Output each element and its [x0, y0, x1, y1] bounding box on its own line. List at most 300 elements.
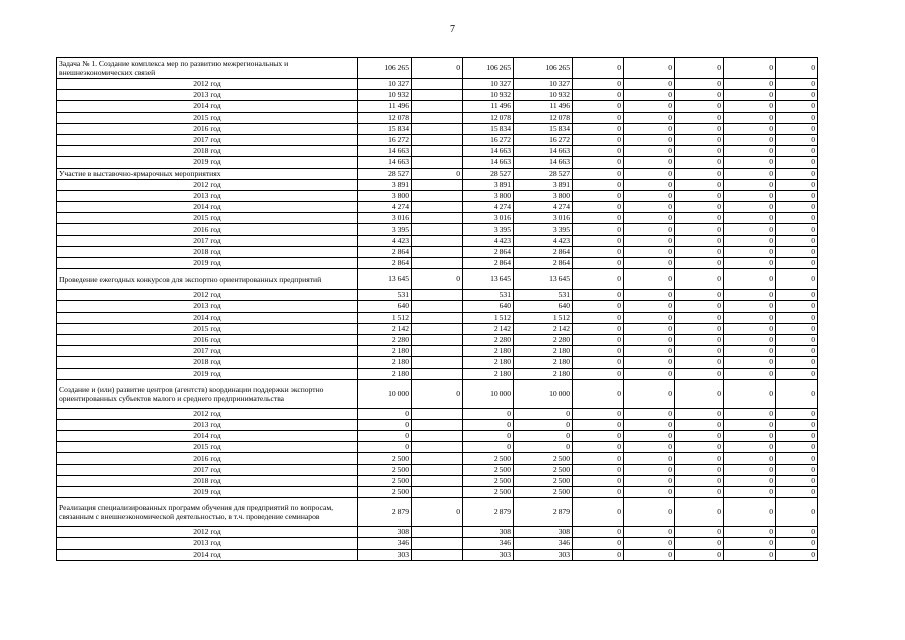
value-cell: 106 265	[463, 58, 514, 79]
value-cell: 0	[624, 258, 675, 269]
value-cell: 0	[724, 168, 776, 179]
year-label-cell: 2019 год	[57, 368, 358, 379]
value-cell: 15 834	[463, 123, 514, 134]
value-cell: 0	[776, 213, 818, 224]
value-cell: 14 663	[463, 146, 514, 157]
value-cell: 0	[724, 101, 776, 112]
value-cell: 0	[675, 134, 724, 145]
value-cell: 0	[724, 431, 776, 442]
value-cell: 2 142	[514, 323, 573, 334]
value-cell: 2 280	[463, 334, 514, 345]
value-cell: 0	[624, 368, 675, 379]
value-cell: 15 834	[514, 123, 573, 134]
value-cell: 0	[412, 58, 463, 79]
value-cell: 0	[776, 334, 818, 345]
value-cell	[412, 235, 463, 246]
year-row	[57, 527, 818, 538]
value-cell: 0	[675, 246, 724, 257]
year-row	[57, 453, 818, 464]
value-cell: 0	[675, 431, 724, 442]
value-cell: 0	[724, 453, 776, 464]
value-cell: 0	[724, 323, 776, 334]
value-cell: 531	[358, 290, 412, 301]
value-cell: 0	[675, 357, 724, 368]
value-cell: 0	[624, 112, 675, 123]
value-cell: 2 280	[514, 334, 573, 345]
value-cell: 0	[776, 442, 818, 453]
value-cell: 16 272	[358, 134, 412, 145]
value-cell: 0	[624, 202, 675, 213]
value-cell: 0	[573, 431, 624, 442]
year-label-cell: 2018 год	[57, 475, 358, 486]
year-row	[57, 79, 818, 90]
value-cell: 0	[675, 527, 724, 538]
value-cell: 2 500	[358, 487, 412, 498]
value-cell: 0	[776, 549, 818, 560]
value-cell: 16 272	[463, 134, 514, 145]
value-cell: 3 891	[358, 179, 412, 190]
value-cell: 2 180	[358, 357, 412, 368]
year-row	[57, 408, 818, 419]
value-cell: 0	[573, 487, 624, 498]
value-cell: 0	[573, 527, 624, 538]
value-cell: 0	[724, 90, 776, 101]
year-row	[57, 179, 818, 190]
value-cell: 0	[724, 538, 776, 549]
value-cell: 106 265	[514, 58, 573, 79]
value-cell: 28 527	[514, 168, 573, 179]
value-cell: 0	[776, 246, 818, 257]
value-cell: 0	[573, 123, 624, 134]
value-cell: 0	[724, 58, 776, 79]
value-cell: 3 016	[514, 213, 573, 224]
value-cell: 2 180	[463, 368, 514, 379]
value-cell	[412, 357, 463, 368]
value-cell	[412, 190, 463, 201]
value-cell: 106 265	[358, 58, 412, 79]
value-cell: 0	[776, 123, 818, 134]
value-cell: 0	[776, 146, 818, 157]
value-cell: 0	[724, 549, 776, 560]
value-cell: 0	[724, 290, 776, 301]
value-cell: 10 000	[514, 379, 573, 408]
value-cell: 0	[573, 90, 624, 101]
value-cell: 10 327	[358, 79, 412, 90]
value-cell: 0	[675, 202, 724, 213]
year-row	[57, 101, 818, 112]
year-label-cell: 2013 год	[57, 90, 358, 101]
year-row	[57, 246, 818, 257]
year-label-cell: 2015 год	[57, 112, 358, 123]
year-row	[57, 190, 818, 201]
value-cell	[412, 157, 463, 168]
value-cell: 0	[776, 134, 818, 145]
task-row	[57, 379, 818, 408]
value-cell: 0	[776, 379, 818, 408]
value-cell: 3 800	[463, 190, 514, 201]
value-cell	[412, 290, 463, 301]
value-cell	[412, 487, 463, 498]
value-cell	[412, 101, 463, 112]
value-cell: 346	[514, 538, 573, 549]
value-cell: 0	[624, 179, 675, 190]
value-cell: 12 078	[358, 112, 412, 123]
value-cell: 2 142	[463, 323, 514, 334]
value-cell: 0	[776, 90, 818, 101]
value-cell: 531	[463, 290, 514, 301]
year-label-cell: 2014 год	[57, 549, 358, 560]
task-row	[57, 269, 818, 290]
value-cell: 10 932	[463, 90, 514, 101]
value-cell: 0	[624, 101, 675, 112]
value-cell: 0	[724, 475, 776, 486]
value-cell: 0	[724, 235, 776, 246]
value-cell: 0	[724, 79, 776, 90]
value-cell: 3 016	[358, 213, 412, 224]
value-cell: 3 891	[463, 179, 514, 190]
value-cell: 11 496	[358, 101, 412, 112]
year-row	[57, 442, 818, 453]
value-cell: 308	[514, 527, 573, 538]
value-cell: 640	[463, 301, 514, 312]
value-cell: 0	[675, 235, 724, 246]
value-cell: 1 512	[358, 312, 412, 323]
value-cell: 10 000	[358, 379, 412, 408]
value-cell	[412, 453, 463, 464]
value-cell: 0	[724, 146, 776, 157]
value-cell: 640	[358, 301, 412, 312]
value-cell: 0	[776, 168, 818, 179]
year-row	[57, 538, 818, 549]
value-cell: 0	[463, 431, 514, 442]
value-cell	[412, 312, 463, 323]
value-cell: 0	[624, 269, 675, 290]
value-cell: 0	[776, 538, 818, 549]
value-cell: 4 274	[514, 202, 573, 213]
year-label-cell: 2013 год	[57, 301, 358, 312]
year-label-cell: 2016 год	[57, 334, 358, 345]
value-cell: 0	[573, 157, 624, 168]
value-cell: 0	[573, 101, 624, 112]
value-cell	[412, 123, 463, 134]
value-cell: 0	[573, 190, 624, 201]
value-cell: 0	[675, 487, 724, 498]
value-cell: 2 500	[463, 453, 514, 464]
value-cell	[412, 112, 463, 123]
value-cell: 2 879	[358, 498, 412, 527]
year-row	[57, 475, 818, 486]
year-label-cell: 2015 год	[57, 213, 358, 224]
value-cell	[412, 549, 463, 560]
value-cell: 0	[776, 431, 818, 442]
value-cell: 0	[573, 453, 624, 464]
value-cell: 0	[624, 157, 675, 168]
value-cell: 10 000	[463, 379, 514, 408]
year-label-cell: 2019 год	[57, 157, 358, 168]
year-label-cell: 2019 год	[57, 487, 358, 498]
value-cell: 0	[776, 258, 818, 269]
value-cell: 4 274	[358, 202, 412, 213]
value-cell: 0	[573, 79, 624, 90]
value-cell: 2 180	[463, 357, 514, 368]
value-cell: 0	[624, 442, 675, 453]
value-cell: 0	[776, 357, 818, 368]
value-cell	[412, 419, 463, 430]
value-cell: 0	[514, 419, 573, 430]
value-cell: 0	[675, 498, 724, 527]
value-cell: 0	[675, 157, 724, 168]
value-cell: 640	[514, 301, 573, 312]
value-cell: 0	[776, 498, 818, 527]
value-cell: 0	[675, 549, 724, 560]
value-cell: 0	[412, 379, 463, 408]
value-cell: 0	[573, 357, 624, 368]
year-row	[57, 157, 818, 168]
value-cell: 0	[724, 498, 776, 527]
value-cell: 11 496	[514, 101, 573, 112]
value-cell	[412, 408, 463, 419]
value-cell: 0	[573, 323, 624, 334]
value-cell: 0	[358, 442, 412, 453]
year-row	[57, 312, 818, 323]
value-cell: 0	[624, 431, 675, 442]
value-cell: 0	[675, 90, 724, 101]
value-cell: 2 864	[514, 246, 573, 257]
value-cell: 0	[675, 368, 724, 379]
value-cell	[412, 475, 463, 486]
value-cell: 0	[724, 213, 776, 224]
value-cell: 0	[675, 79, 724, 90]
value-cell: 3 891	[514, 179, 573, 190]
value-cell: 0	[624, 224, 675, 235]
value-cell: 0	[776, 301, 818, 312]
value-cell: 11 496	[463, 101, 514, 112]
value-cell: 0	[675, 258, 724, 269]
year-row	[57, 258, 818, 269]
value-cell	[412, 464, 463, 475]
value-cell: 0	[776, 368, 818, 379]
value-cell: 3 800	[514, 190, 573, 201]
value-cell: 0	[573, 146, 624, 157]
value-cell: 0	[776, 58, 818, 79]
value-cell: 2 500	[463, 487, 514, 498]
value-cell: 0	[776, 323, 818, 334]
value-cell: 2 500	[358, 453, 412, 464]
value-cell: 2 500	[358, 464, 412, 475]
year-row	[57, 464, 818, 475]
task-row	[57, 58, 818, 79]
value-cell: 0	[573, 134, 624, 145]
value-cell	[412, 202, 463, 213]
value-cell: 2 864	[358, 246, 412, 257]
value-cell	[412, 79, 463, 90]
value-cell: 0	[675, 379, 724, 408]
year-row	[57, 235, 818, 246]
value-cell: 0	[675, 323, 724, 334]
value-cell: 0	[573, 464, 624, 475]
value-cell: 0	[675, 334, 724, 345]
year-label-cell: 2018 год	[57, 357, 358, 368]
value-cell: 2 864	[358, 258, 412, 269]
value-cell	[412, 334, 463, 345]
value-cell: 0	[776, 312, 818, 323]
value-cell: 3 016	[463, 213, 514, 224]
value-cell: 0	[624, 419, 675, 430]
value-cell: 0	[463, 408, 514, 419]
value-cell: 12 078	[514, 112, 573, 123]
value-cell: 0	[624, 464, 675, 475]
year-row	[57, 357, 818, 368]
value-cell: 0	[724, 123, 776, 134]
table-body	[57, 58, 818, 561]
year-label-cell: 2017 год	[57, 235, 358, 246]
year-row	[57, 323, 818, 334]
year-label-cell: 2013 год	[57, 538, 358, 549]
value-cell: 0	[776, 269, 818, 290]
value-cell: 0	[624, 146, 675, 157]
value-cell	[412, 368, 463, 379]
value-cell: 0	[624, 190, 675, 201]
value-cell	[412, 527, 463, 538]
year-row	[57, 146, 818, 157]
value-cell: 2 500	[514, 475, 573, 486]
value-cell: 0	[624, 346, 675, 357]
value-cell	[412, 179, 463, 190]
value-cell: 308	[358, 527, 412, 538]
value-cell: 0	[724, 112, 776, 123]
value-cell: 0	[675, 179, 724, 190]
year-label-cell: 2019 год	[57, 258, 358, 269]
value-cell: 0	[776, 290, 818, 301]
value-cell: 0	[776, 475, 818, 486]
value-cell: 2 500	[463, 464, 514, 475]
value-cell: 0	[624, 235, 675, 246]
value-cell	[412, 431, 463, 442]
value-cell: 0	[724, 379, 776, 408]
value-cell: 0	[624, 90, 675, 101]
value-cell: 0	[675, 112, 724, 123]
value-cell: 2 864	[514, 258, 573, 269]
value-cell: 308	[463, 527, 514, 538]
value-cell: 0	[675, 224, 724, 235]
year-label-cell: 2012 год	[57, 527, 358, 538]
value-cell	[412, 442, 463, 453]
value-cell: 0	[624, 79, 675, 90]
value-cell: 0	[573, 290, 624, 301]
value-cell: 12 078	[463, 112, 514, 123]
value-cell: 0	[624, 323, 675, 334]
value-cell: 0	[675, 190, 724, 201]
value-cell: 0	[675, 464, 724, 475]
value-cell: 0	[573, 312, 624, 323]
value-cell: 2 879	[463, 498, 514, 527]
value-cell: 0	[573, 235, 624, 246]
value-cell: 0	[573, 419, 624, 430]
value-cell: 346	[358, 538, 412, 549]
year-label-cell: 2012 год	[57, 290, 358, 301]
value-cell: 0	[675, 269, 724, 290]
value-cell: 2 500	[463, 475, 514, 486]
value-cell: 0	[776, 79, 818, 90]
value-cell: 0	[514, 442, 573, 453]
value-cell: 0	[776, 112, 818, 123]
value-cell: 0	[573, 368, 624, 379]
value-cell: 0	[675, 419, 724, 430]
year-label-cell: 2015 год	[57, 442, 358, 453]
year-row	[57, 134, 818, 145]
value-cell: 0	[776, 487, 818, 498]
value-cell: 0	[675, 301, 724, 312]
value-cell: 0	[776, 464, 818, 475]
value-cell: 3 395	[463, 224, 514, 235]
value-cell: 0	[724, 442, 776, 453]
value-cell: 0	[624, 379, 675, 408]
year-label-cell: 2018 год	[57, 146, 358, 157]
value-cell: 0	[624, 334, 675, 345]
value-cell: 0	[573, 168, 624, 179]
value-cell: 0	[624, 408, 675, 419]
value-cell: 0	[463, 419, 514, 430]
value-cell: 0	[412, 498, 463, 527]
value-cell: 0	[358, 419, 412, 430]
value-cell	[412, 346, 463, 357]
year-row	[57, 549, 818, 560]
value-cell: 0	[624, 123, 675, 134]
value-cell: 0	[675, 346, 724, 357]
value-cell	[412, 538, 463, 549]
year-row	[57, 419, 818, 430]
value-cell: 0	[724, 368, 776, 379]
value-cell	[412, 90, 463, 101]
value-cell: 10 327	[463, 79, 514, 90]
task-row	[57, 498, 818, 527]
year-label-cell: 2015 год	[57, 323, 358, 334]
value-cell: 0	[412, 168, 463, 179]
value-cell: 0	[675, 475, 724, 486]
year-row	[57, 334, 818, 345]
value-cell: 2 500	[514, 487, 573, 498]
value-cell: 2 500	[358, 475, 412, 486]
value-cell: 2 180	[358, 346, 412, 357]
value-cell: 0	[776, 527, 818, 538]
value-cell: 0	[624, 487, 675, 498]
value-cell: 0	[573, 58, 624, 79]
year-row	[57, 213, 818, 224]
value-cell: 0	[776, 453, 818, 464]
year-label-cell: 2012 год	[57, 179, 358, 190]
year-row	[57, 290, 818, 301]
value-cell: 0	[573, 379, 624, 408]
year-label-cell: 2014 год	[57, 202, 358, 213]
value-cell: 0	[776, 179, 818, 190]
year-label-cell: 2012 год	[57, 79, 358, 90]
value-cell: 0	[776, 346, 818, 357]
value-cell: 28 527	[463, 168, 514, 179]
value-cell: 10 327	[514, 79, 573, 90]
value-cell: 0	[624, 453, 675, 464]
value-cell: 0	[675, 146, 724, 157]
year-label-cell: 2017 год	[57, 346, 358, 357]
value-cell: 2 180	[514, 346, 573, 357]
value-cell: 0	[573, 202, 624, 213]
value-cell: 0	[675, 538, 724, 549]
task-name-cell: Создание и (или) развитие центров (агентств) координации поддержки экспортно ориентированных субъектов малого и среднего предпринимательства	[57, 379, 358, 408]
value-cell: 0	[724, 202, 776, 213]
value-cell: 0	[624, 549, 675, 560]
value-cell: 0	[573, 301, 624, 312]
year-label-cell: 2017 год	[57, 134, 358, 145]
value-cell: 0	[624, 134, 675, 145]
